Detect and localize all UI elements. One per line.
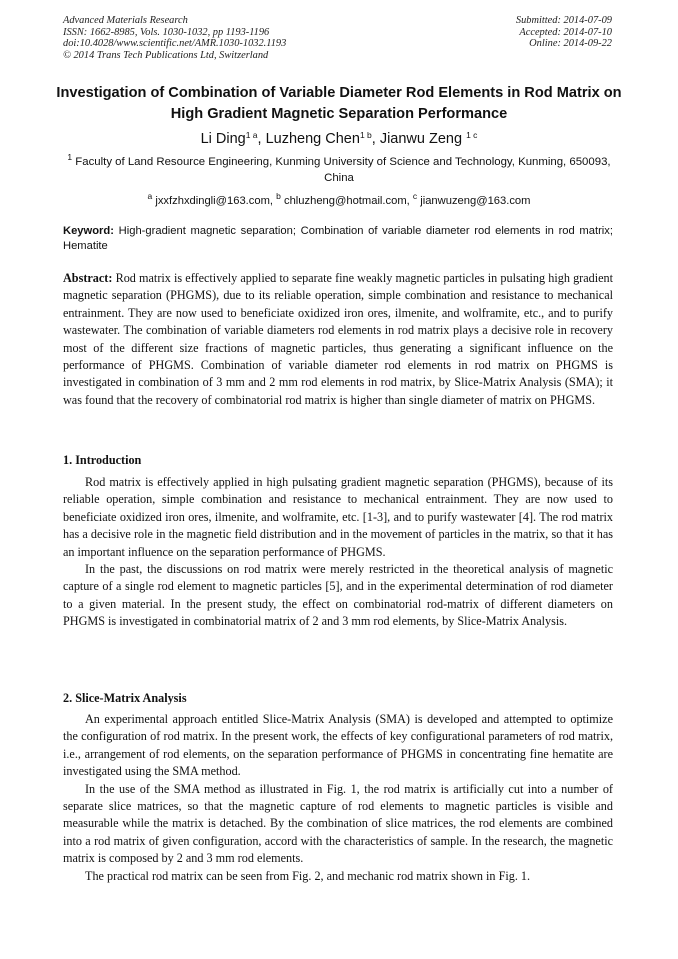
journal-doi: doi:10.4028/www.scientific.net/AMR.1030-1032.1193 <box>63 38 287 50</box>
paper-title: Investigation of Combination of Variable Diameter Rod Elements in Rod Matrix on High Gradient Magnetic Separation Performance <box>56 85 622 122</box>
abstract-label: Abstract: <box>63 271 113 285</box>
author-separator: , <box>371 131 380 147</box>
submitted-date: Submitted: 2014-07-09 <box>515 15 612 26</box>
affiliation-superscript: 1 <box>67 152 73 162</box>
abstract-text: Rod matrix is effectively applied to separate fine weakly magnetic particles in pulsating high gradient magnetic separation (PHGMS), due to its reliable operation, simple combination and resistance to mechanical entrainment. They are now used to beneficiate oxidized iron ores, ilmenite, and wolframite, etc., and to purify wastewater. The combination of variable diameters rod elements in rod matrix plays a decisive role in recovery most of the different size fractions of magnetic particles, thus generating a significant influence on the performance of PHGMS. Combination of variable diameter rod elements in rod matrix on PHGMS is investigated in combination of 3 mm and 2 mm rod elements in rod matrix, by Slice-Matrix Analysis (SMA); it was found that the recovery of combinatorial rod matrix is higher than single diameter of matrix on PHGMS. <box>63 271 613 407</box>
abstract-paragraph <box>63 270 613 409</box>
author-name: Luzheng Chen <box>265 131 360 147</box>
email-superscript: a <box>147 191 153 201</box>
email-superscript: c <box>412 191 418 201</box>
author-separator: , <box>257 131 266 147</box>
journal-issn: ISSN: 1662-8985, Vols. 1030-1032, pp 1193-1196 <box>63 26 270 38</box>
email-link[interactable]: jianwuzeng@163.com <box>417 195 531 207</box>
section-heading-sma: 2. Slice-Matrix Analysis <box>63 691 187 705</box>
body-paragraph: In the past, the discussions on rod matrix were merely restricted in the theoretical analysis of magnetic capture of a single rod element to magnetic particles [5], and in the experimental determination of rod diameter to a given material. In the present study, the effect on combinatorial rod-matrix of different diameters on PHGMS is investigated in combinatorial matrix of 2 and 3 mm rod elements, by Slice-Matrix Analysis. <box>63 562 613 629</box>
email-link[interactable]: jxxfzhxdingli@163.com, <box>152 195 277 207</box>
submission-dates <box>372 15 612 50</box>
author-emails <box>56 191 622 208</box>
author-name: Li Ding <box>200 131 246 147</box>
author-list <box>56 130 622 148</box>
body-paragraph: In the use of the SMA method as illustrated in Fig. 1, the rod matrix is artificially cut into a number of separate slice matrices, so that the magnetic capture of rod elements to magnetic particles is visible and measurable while the matrix is detached. By the combination of slice matrices, the rod elements are combined into a rod matrix of given configuration, accord with the characteristics of sample. In the research, the magnetic matrix is composed by 2 and 3 mm rod elements. <box>63 781 613 866</box>
author-superscript: 1 a <box>245 130 258 140</box>
email-superscript: b <box>276 191 281 201</box>
affiliation <box>62 152 616 186</box>
journal-name: Advanced Materials Research <box>63 15 188 26</box>
author-name: Jianwu Zeng <box>379 131 467 147</box>
body-paragraph: Rod matrix is effectively applied in high pulsating gradient magnetic separation (PHGMS), because of its reliable operation, simple combination and resistance to mechanical entrainment. They are now used to beneficiate oxidized iron ores, ilmenite, and wolframite, etc. [1-3], and to purify wastewater [4]. The rod matrix has a decisive role in the magnetic field distribution and in the movement of particles in the matrix, so that it has an important influence on the separation performance of PHGMS. <box>63 475 613 559</box>
keywords <box>63 224 613 253</box>
author-superscript: 1 c <box>466 130 478 140</box>
journal-copyright: © 2014 Trans Tech Publications Ltd, Switzerland <box>63 49 269 61</box>
introduction-body <box>63 474 613 631</box>
sma-body <box>63 711 613 885</box>
journal-info <box>63 15 393 61</box>
accepted-date: Accepted: 2014-07-10 <box>519 26 612 38</box>
body-paragraph: The practical rod matrix can be seen from Fig. 2, and mechanic rod matrix shown in Fig. 1. <box>85 868 531 883</box>
abstract <box>63 270 613 409</box>
affiliation-text: Faculty of Land Resource Engineering, Kunming University of Science and Technology, Kunming, 650093, China <box>72 156 611 184</box>
keyword-label: Keyword: <box>63 225 114 237</box>
author-superscript: 1 b <box>359 130 372 140</box>
online-date: Online: 2014-09-22 <box>529 38 612 50</box>
body-paragraph: An experimental approach entitled Slice-Matrix Analysis (SMA) is developed and attempted to optimize the configuration of rod matrix. In the present work, the effects of key configurational parameters of rod matrix, i.e., arrangement of rod elements, on the separation performance of PHGMS in concentrating fine hematite are investigated using the SMA method. <box>63 712 613 779</box>
section-heading-introduction: 1. Introduction <box>63 453 142 467</box>
keyword-text: High-gradient magnetic separation; Combination of variable diameter rod elements in rod matrix; Hematite <box>63 225 613 252</box>
email-link[interactable]: chluzheng@hotmail.com, <box>280 195 413 207</box>
